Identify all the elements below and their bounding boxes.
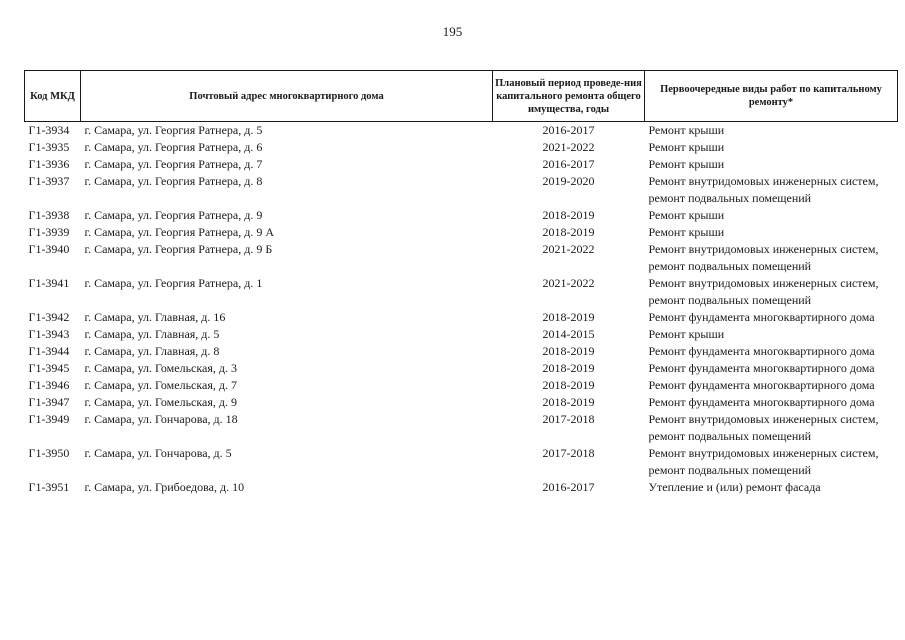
row-works bbox=[645, 326, 898, 343]
table-row bbox=[25, 445, 898, 479]
row-code: Г1-3949 bbox=[28, 412, 70, 426]
row-works-line: Ремонт внутридомовых инженерных систем, bbox=[648, 446, 879, 460]
row-address: г. Самара, ул. Георгия Ратнера, д. 6 bbox=[84, 140, 263, 154]
row-address: г. Самара, ул. Грибоедова, д. 10 bbox=[84, 480, 245, 494]
row-address: г. Самара, ул. Гончарова, д. 5 bbox=[84, 446, 232, 460]
row-works bbox=[645, 343, 898, 360]
row-code: Г1-3947 bbox=[28, 395, 70, 409]
row-works bbox=[645, 224, 898, 241]
row-period: 2017-2018 bbox=[542, 412, 595, 426]
row-code: Г1-3941 bbox=[28, 276, 70, 290]
table-row bbox=[25, 411, 898, 445]
row-works-line: ремонт подвальных помещений bbox=[648, 293, 812, 307]
row-code: Г1-3942 bbox=[28, 310, 70, 324]
row-works-line: Ремонт крыши bbox=[648, 157, 725, 171]
row-period: 2016-2017 bbox=[542, 157, 595, 171]
row-address: г. Самара, ул. Гончарова, д. 18 bbox=[84, 412, 238, 426]
table-row bbox=[25, 241, 898, 275]
row-code: Г1-3939 bbox=[28, 225, 70, 239]
table-row bbox=[25, 156, 898, 173]
row-works-line: Утепление и (или) ремонт фасада bbox=[648, 480, 821, 494]
header-works: Первоочередные виды работ по капитальному ремонту* bbox=[645, 71, 898, 122]
row-works-line: Ремонт внутридомовых инженерных систем, bbox=[648, 276, 879, 290]
row-address: г. Самара, ул. Георгия Ратнера, д. 1 bbox=[84, 276, 263, 290]
row-works-line: ремонт подвальных помещений bbox=[648, 259, 812, 273]
table-row bbox=[25, 479, 898, 496]
row-address: г. Самара, ул. Главная, д. 16 bbox=[84, 310, 226, 324]
row-address: г. Самара, ул. Георгия Ратнера, д. 9 Б bbox=[84, 242, 273, 256]
table-row bbox=[25, 377, 898, 394]
row-period: 2016-2017 bbox=[542, 480, 595, 494]
row-code: Г1-3936 bbox=[28, 157, 70, 171]
row-works-line: Ремонт фундамента многоквартирного дома bbox=[648, 395, 875, 409]
table-row bbox=[25, 360, 898, 377]
row-code: Г1-3943 bbox=[28, 327, 70, 341]
row-works bbox=[645, 309, 898, 326]
table-row bbox=[25, 343, 898, 360]
row-works-line: Ремонт крыши bbox=[648, 225, 725, 239]
row-works-line: Ремонт фундамента многоквартирного дома bbox=[648, 361, 875, 375]
row-address: г. Самара, ул. Георгия Ратнера, д. 7 bbox=[84, 157, 263, 171]
row-works bbox=[645, 411, 898, 445]
row-period: 2021-2022 bbox=[542, 242, 595, 256]
row-code: Г1-3935 bbox=[28, 140, 70, 154]
row-code: Г1-3944 bbox=[28, 344, 70, 358]
header-address: Почтовый адрес многоквартирного дома bbox=[81, 71, 493, 122]
row-period: 2016-2017 bbox=[542, 123, 595, 137]
row-period: 2021-2022 bbox=[542, 276, 595, 290]
row-works-line: Ремонт внутридомовых инженерных систем, bbox=[648, 174, 879, 188]
row-works-line: Ремонт крыши bbox=[648, 327, 725, 341]
row-works-line: Ремонт крыши bbox=[648, 140, 725, 154]
row-works bbox=[645, 377, 898, 394]
capital-repair-table bbox=[24, 70, 898, 496]
row-code: Г1-3938 bbox=[28, 208, 70, 222]
row-period: 2018-2019 bbox=[542, 378, 595, 392]
row-address: г. Самара, ул. Главная, д. 8 bbox=[84, 344, 220, 358]
header-period: Плановый период проведе-ния капитального ремонта общего имущества, годы bbox=[493, 71, 645, 122]
row-works-line: ремонт подвальных помещений bbox=[648, 463, 812, 477]
table-row bbox=[25, 173, 898, 207]
row-period: 2021-2022 bbox=[542, 140, 595, 154]
row-period: 2018-2019 bbox=[542, 395, 595, 409]
row-works-line: Ремонт фундамента многоквартирного дома bbox=[648, 310, 875, 324]
row-works-line: Ремонт внутридомовых инженерных систем, bbox=[648, 412, 879, 426]
table-row bbox=[25, 224, 898, 241]
table-row bbox=[25, 139, 898, 156]
row-address: г. Самара, ул. Георгия Ратнера, д. 5 bbox=[84, 123, 263, 137]
row-address: г. Самара, ул. Георгия Ратнера, д. 8 bbox=[84, 174, 263, 188]
row-works bbox=[645, 394, 898, 411]
row-works-line: Ремонт фундамента многоквартирного дома bbox=[648, 344, 875, 358]
row-address: г. Самара, ул. Главная, д. 5 bbox=[84, 327, 220, 341]
row-period: 2018-2019 bbox=[542, 225, 595, 239]
row-works bbox=[645, 173, 898, 207]
row-address: г. Самара, ул. Гомельская, д. 7 bbox=[84, 378, 237, 392]
table-row bbox=[25, 275, 898, 309]
row-works-line: Ремонт крыши bbox=[648, 123, 725, 137]
page-number: 195 bbox=[442, 24, 463, 39]
row-address: г. Самара, ул. Гомельская, д. 3 bbox=[84, 361, 237, 375]
row-works bbox=[645, 156, 898, 173]
row-period: 2014-2015 bbox=[542, 327, 595, 341]
row-code: Г1-3940 bbox=[28, 242, 70, 256]
row-period: 2018-2019 bbox=[542, 344, 595, 358]
row-code: Г1-3946 bbox=[28, 378, 70, 392]
table-row bbox=[25, 326, 898, 343]
row-code: Г1-3937 bbox=[28, 174, 70, 188]
row-works-line: Ремонт фундамента многоквартирного дома bbox=[648, 378, 875, 392]
row-works bbox=[645, 139, 898, 156]
row-period: 2018-2019 bbox=[542, 208, 595, 222]
table-row bbox=[25, 309, 898, 326]
row-works bbox=[645, 479, 898, 496]
row-works-line: ремонт подвальных помещений bbox=[648, 191, 812, 205]
row-works-line: Ремонт внутридомовых инженерных систем, bbox=[648, 242, 879, 256]
row-period: 2018-2019 bbox=[542, 361, 595, 375]
row-code: Г1-3950 bbox=[28, 446, 70, 460]
row-code: Г1-3945 bbox=[28, 361, 70, 375]
row-works bbox=[645, 241, 898, 275]
table-row bbox=[25, 207, 898, 224]
row-address: г. Самара, ул. Гомельская, д. 9 bbox=[84, 395, 237, 409]
row-works-line: Ремонт крыши bbox=[648, 208, 725, 222]
row-works bbox=[645, 122, 898, 140]
row-works bbox=[645, 445, 898, 479]
row-code: Г1-3951 bbox=[28, 480, 70, 494]
header-code: Код МКД bbox=[25, 71, 81, 122]
row-address: г. Самара, ул. Георгия Ратнера, д. 9 bbox=[84, 208, 263, 222]
row-works-line: ремонт подвальных помещений bbox=[648, 429, 812, 443]
table-row bbox=[25, 394, 898, 411]
row-works bbox=[645, 207, 898, 224]
table-header-row bbox=[25, 71, 898, 122]
row-works bbox=[645, 360, 898, 377]
row-code: Г1-3934 bbox=[28, 123, 70, 137]
row-period: 2017-2018 bbox=[542, 446, 595, 460]
row-period: 2019-2020 bbox=[542, 174, 595, 188]
table-row bbox=[25, 122, 898, 140]
row-address: г. Самара, ул. Георгия Ратнера, д. 9 А bbox=[84, 225, 275, 239]
row-period: 2018-2019 bbox=[542, 310, 595, 324]
row-works bbox=[645, 275, 898, 309]
